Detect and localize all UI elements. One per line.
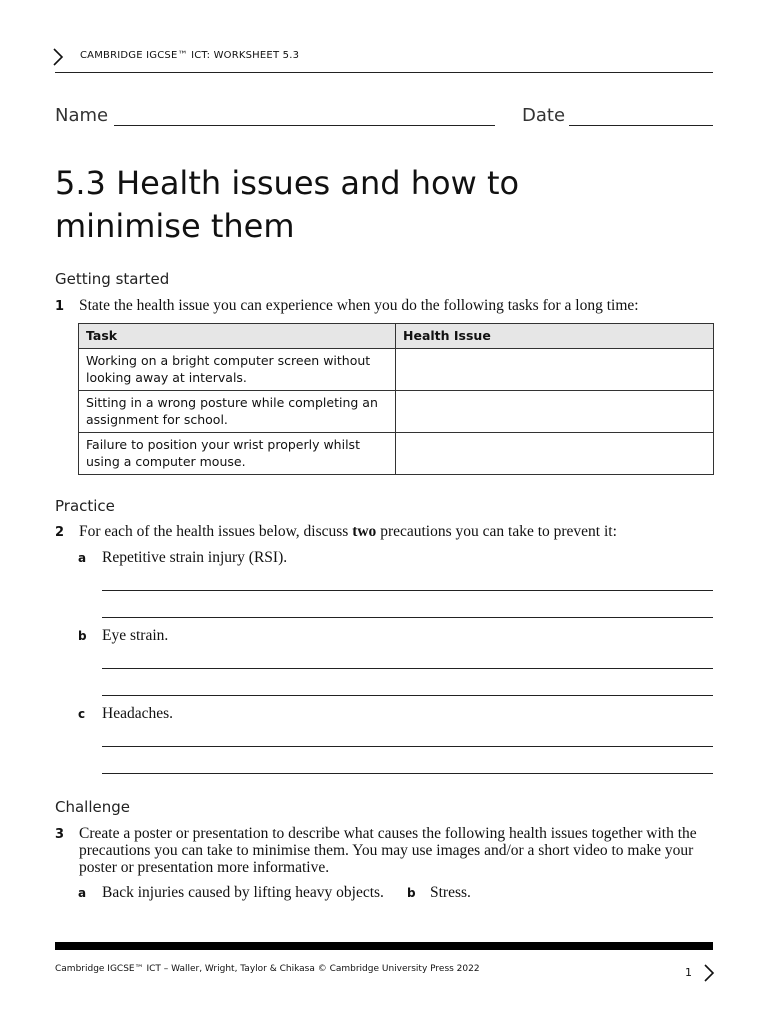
table-header-health-issue: Health Issue: [396, 324, 714, 349]
question-number-3: 3: [55, 827, 65, 842]
item-b-text: Stress.: [430, 884, 471, 901]
name-field-line[interactable]: [114, 125, 495, 126]
date-field-line[interactable]: [569, 125, 713, 126]
question-1-text: State the health issue you can experience when you do the following tasks for a long time:: [79, 297, 639, 314]
question-number-1: 1: [55, 299, 65, 314]
date-label: Date: [522, 105, 566, 126]
question-3-text: Create a poster or presentation to describe what causes the following health issues together with the precautions you can take to minimise them. You may use images and/or a short video to make your poster or presentation more informative.: [79, 825, 697, 876]
footer-bar: [55, 942, 713, 950]
worksheet-header: CAMBRIDGE IGCSE™ ICT: WORKSHEET 5.3: [80, 50, 300, 61]
table-row: [79, 349, 714, 391]
health-issue-cell[interactable]: [396, 349, 714, 391]
item-letter-a: a: [78, 551, 87, 565]
answer-line[interactable]: [102, 668, 713, 669]
footer-credit: Cambridge IGCSE™ ICT – Waller, Wright, Taylor & Chikasa © Cambridge University Press 2022: [55, 964, 480, 974]
answer-line[interactable]: [102, 590, 713, 591]
answer-line[interactable]: [102, 746, 713, 747]
table-row: [79, 433, 714, 475]
item-letter-b: b: [78, 629, 87, 643]
tasks-table: [78, 323, 714, 475]
section-getting-started: Getting started: [55, 270, 170, 288]
item-letter-b: b: [407, 886, 416, 900]
question-2-text: For each of the health issues below, discuss two precautions you can take to prevent it:: [79, 523, 617, 540]
item-c-text: Headaches.: [102, 705, 173, 722]
item-a-text: Repetitive strain injury (RSI).: [102, 549, 288, 566]
item-letter-c: c: [78, 707, 86, 721]
section-practice: Practice: [55, 497, 115, 515]
task-cell: Sitting in a wrong posture while completing an assignment for school.: [79, 391, 396, 433]
chevron-right-icon: [52, 47, 64, 67]
answer-line[interactable]: [102, 617, 713, 618]
health-issue-cell[interactable]: [396, 433, 714, 475]
question-number-2: 2: [55, 525, 65, 540]
answer-line[interactable]: [102, 695, 713, 696]
item-a-text: Back injuries caused by lifting heavy objects.: [102, 884, 384, 901]
task-cell: Failure to position your wrist properly whilst using a computer mouse.: [79, 433, 396, 475]
table-header-task: Task: [79, 324, 396, 349]
item-b-text: Eye strain.: [102, 627, 169, 644]
answer-line[interactable]: [102, 773, 713, 774]
health-issue-cell[interactable]: [396, 391, 714, 433]
section-challenge: Challenge: [55, 798, 130, 816]
emphasis-two: two: [352, 523, 377, 540]
task-cell: Working on a bright computer screen without looking away at intervals.: [79, 349, 396, 391]
page-title: 5.3 Health issues and how to minimise them: [55, 164, 520, 245]
name-label: Name: [55, 105, 109, 126]
chevron-right-icon[interactable]: [703, 963, 715, 983]
table-row: [79, 391, 714, 433]
header-divider: [55, 72, 713, 73]
item-letter-a: a: [78, 886, 87, 900]
page-number: 1: [685, 966, 692, 979]
